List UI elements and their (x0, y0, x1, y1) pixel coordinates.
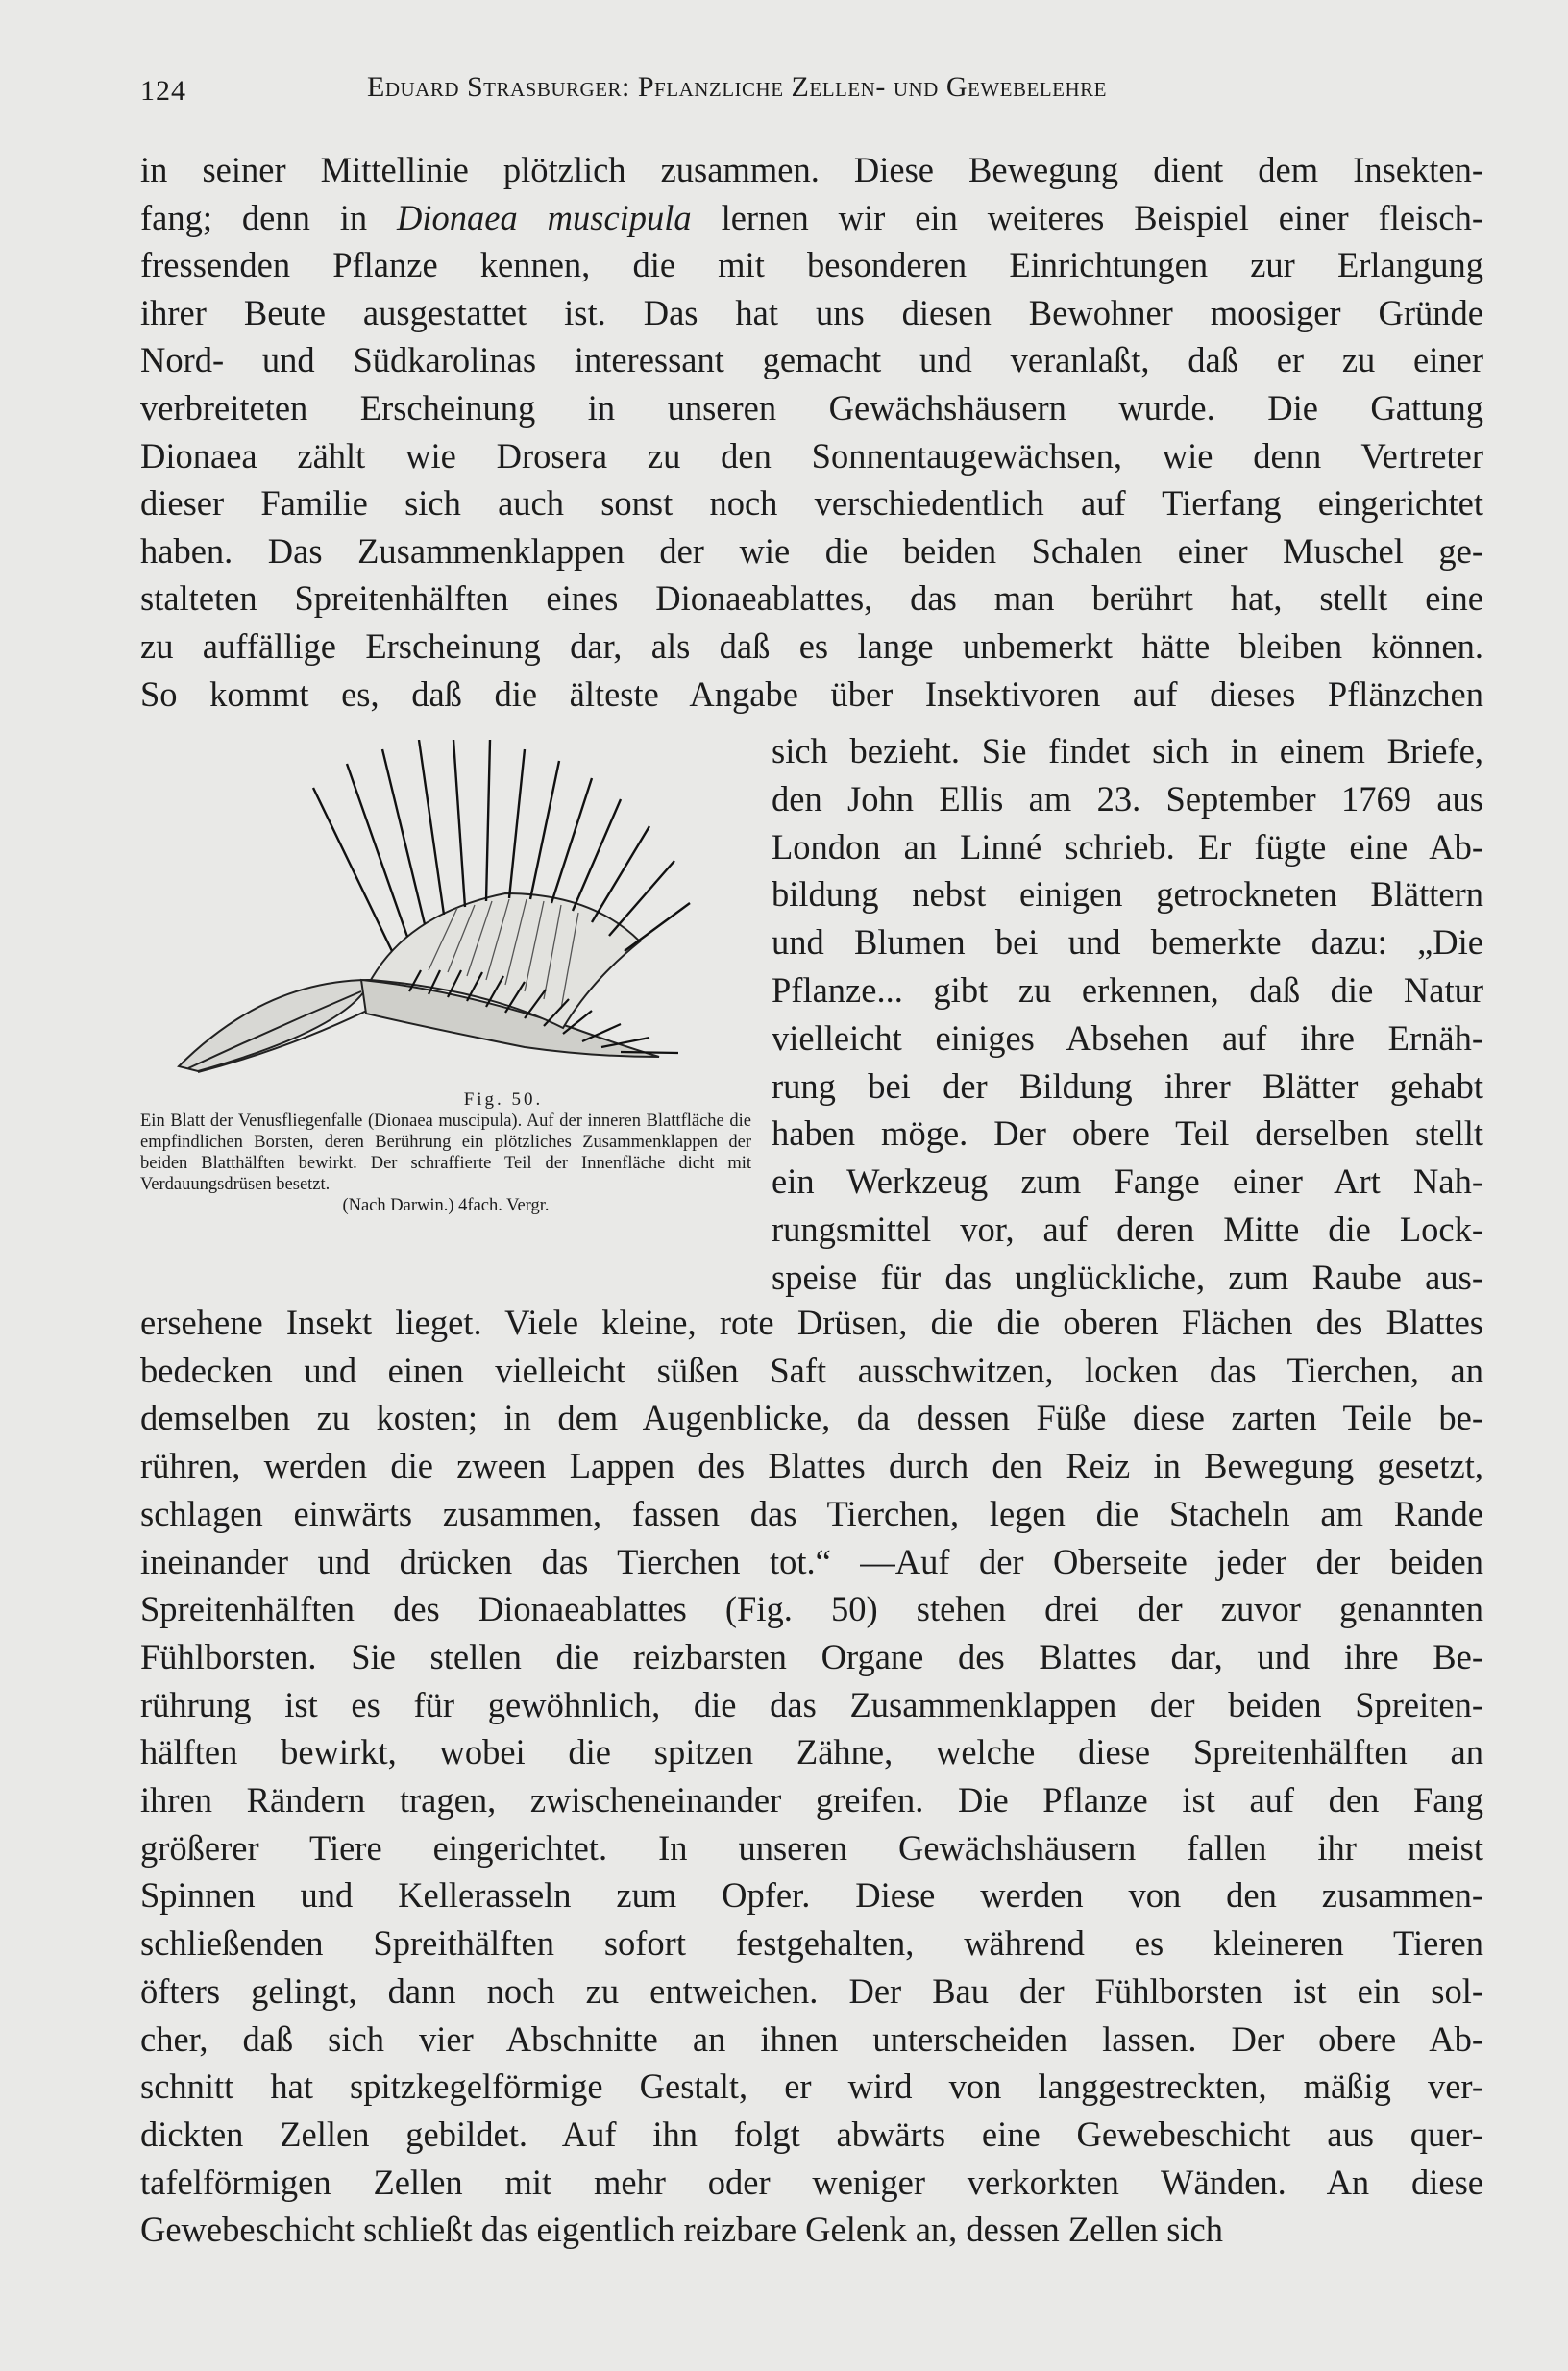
text-line: in seiner Mittellinie plötzlich zusammen. Diese Bewegung dient dem Insekten- (140, 150, 1483, 189)
text-line: demselben zu kosten; in dem Augenblicke, da dessen Füße diese zarten Teile be- (140, 1398, 1483, 1438)
text-line: ihrer Beute ausgestattet ist. Das hat uns diesen Bewohner moosiger Gründe (140, 292, 1483, 332)
text-line: So kommt es, daß die älteste Angabe über Insektivoren auf dieses Pflänzchen (140, 673, 1483, 714)
text-line: rühren, werden die zween Lappen des Blattes durch den Reiz in Bewegung gesetzt, (140, 1446, 1483, 1486)
text-line: öfters gelingt, dann noch zu entweichen. Der Bau der Fühlborsten ist ein sol- (140, 1970, 1483, 2011)
text-line: stalteten Spreitenhälften eines Dionaeablattes, das man berührt hat, stellt eine (140, 578, 1483, 619)
text-line: schließenden Spreithälften sofort festgehalten, während es kleineren Tieren (140, 1923, 1483, 1964)
figure-label: Fig. 50. (463, 1089, 544, 1110)
text-line: sich bezieht. Sie findet sich in einem Briefe, (772, 731, 1483, 770)
text-line: cher, daß sich vier Abschnitte an ihnen unterscheiden lassen. Der obere Ab- (140, 2018, 1483, 2059)
text-line: rührung ist es für gewöhnlich, die das Zusammenklappen der beiden Spreiten- (140, 1684, 1483, 1724)
text-line: schnitt hat spitzkegelförmige Gestalt, er wird von langgestreckten, mäßig ver- (140, 2066, 1483, 2107)
text-line: dickten Zellen gebildet. Auf ihn folgt abwärts eine Gewebeschicht aus quer- (140, 2114, 1483, 2154)
text-line: bildung nebst einigen getrockneten Blättern (772, 874, 1483, 915)
text-line: Pflanze... gibt zu erkennen, daß die Natur (772, 970, 1483, 1010)
figure-caption-source: (Nach Darwin.) 4fach. Vergr. (342, 1196, 550, 1215)
text-line: verbreiteten Erscheinung in unseren Gewächshäusern wurde. Die Gattung (140, 388, 1483, 428)
text-line: speise für das unglückliche, zum Raube aus- (772, 1257, 1483, 1297)
text-line: tafelförmigen Zellen mit mehr oder weniger verkorkten Wänden. An diese (140, 2162, 1483, 2202)
text-line: und Blumen bei und bemerkte dazu: „Die (772, 922, 1483, 963)
text-line: Dionaea zählt wie Drosera zu den Sonnentaugewächsen, wie denn Vertreter (140, 435, 1483, 476)
figure-caption-text: Ein Blatt der Venusfliegenfalle (Dionaea muscipula). Auf der inneren Blattfläche die empfindlichen Borsten, deren Berührung ein plötzliches Zusammenklappen der beiden Blatthälften bewirkt. Der schraffierte Teil der Innenfläche dicht mit Verdauungsdrüsen besetzt. (140, 1112, 751, 1194)
text-line: vielleicht einiges Absehen auf ihre Ernäh- (772, 1017, 1483, 1058)
text-line: fang; denn in Dionaea muscipula lernen wir ein weiteres Beispiel einer fleisch- (140, 197, 1484, 237)
text-line: fressenden Pflanze kennen, die mit besonderen Einrichtungen zur Erlangung (140, 245, 1483, 285)
text-line: Nord- und Südkarolinas interessant gemacht und veranlaßt, daß er zu einer (140, 340, 1483, 380)
text-line: Spinnen und Kellerasseln zum Opfer. Diese werden von den zusammen- (140, 1875, 1483, 1916)
text-line: Fühlborsten. Sie stellen die reizbarsten Organe des Blattes dar, und ihre Be- (140, 1636, 1483, 1676)
text-line: ihren Rändern tragen, zwischeneinander greifen. Die Pflanze ist auf den Fang (140, 1780, 1483, 1820)
running-title: Eduard Strasburger: Pflanzliche Zellen- und Gewebelehre (367, 71, 1107, 103)
text-line: ineinander und drücken das Tierchen tot.“ —Auf der Oberseite jeder der beiden (140, 1541, 1483, 1581)
text-line: ein Werkzeug zum Fange einer Art Nah- (772, 1161, 1483, 1202)
text-line: rung bei der Bildung ihrer Blätter gehabt (772, 1065, 1483, 1106)
text-line: Gewebeschicht schließt das eigentlich reizbare Gelenk an, dessen Zellen sich (140, 2210, 1223, 2250)
figure-caption (140, 1089, 751, 1216)
text-line: Spreitenhälften des Dionaeablattes (Fig. 50) stehen drei der zuvor genannten (140, 1589, 1483, 1629)
text-line: größerer Tiere eingerichtet. In unseren Gewächshäusern fallen ihr meist (140, 1827, 1483, 1868)
page-header (140, 69, 1255, 117)
text-line: haben möge. Der obere Teil derselben stellt (772, 1113, 1483, 1154)
text-line: schlagen einwärts zusammen, fassen das Tierchen, legen die Stacheln am Rande (140, 1493, 1483, 1533)
text-line: rungsmittel vor, auf deren Mitte die Lock- (772, 1210, 1483, 1249)
venus-flytrap-illustration (140, 740, 755, 1095)
text-line: London an Linné schrieb. Er fügte eine Ab- (772, 826, 1483, 867)
page-number: 124 (140, 75, 186, 107)
text-line: zu auffällige Erscheinung dar, als daß es lange unbemerkt hätte bleiben können. (140, 626, 1483, 666)
text-line: den John Ellis am 23. September 1769 aus (772, 778, 1483, 819)
text-line: bedecken und einen vielleicht süßen Saft ausschwitzen, locken das Tierchen, an (140, 1350, 1483, 1390)
text-line: hälften bewirkt, wobei die spitzen Zähne, welche diese Spreitenhälften an (140, 1732, 1483, 1772)
text-line: dieser Familie sich auch sonst noch verschiedentlich auf Tierfang eingerichtet (140, 483, 1483, 524)
text-line: haben. Das Zusammenklappen der wie die beiden Schalen einer Muschel ge- (140, 530, 1483, 571)
text-line: ersehene Insekt lieget. Viele kleine, rote Drüsen, die die oberen Flächen des Blattes (140, 1303, 1483, 1342)
